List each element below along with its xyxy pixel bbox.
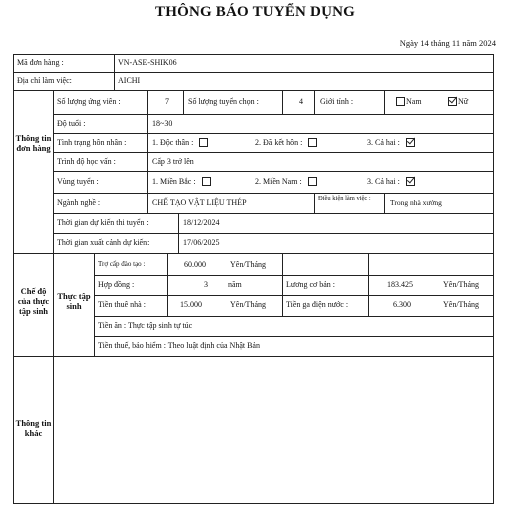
male-label: Nam <box>406 97 422 106</box>
salary-unit: Yên/Tháng <box>443 280 479 289</box>
gender-male-option[interactable] <box>396 97 422 107</box>
hires-value: 4 <box>299 97 303 106</box>
rent-value: 15.000 <box>180 300 202 309</box>
region-north-option[interactable] <box>152 177 211 187</box>
work-condition-label: Điều kiện làm việc : <box>318 195 371 202</box>
other-info-area[interactable] <box>54 357 493 503</box>
utilities-label: Tiền ga điện nước : <box>286 300 349 309</box>
marital-married-option[interactable] <box>255 138 317 148</box>
region-both-label: 3. Cả hai : <box>367 177 400 186</box>
salary-label: Lương cơ bản : <box>286 280 336 289</box>
workplace-value: AICHI <box>118 76 141 85</box>
work-condition-value: Trong nhà xưởng <box>390 198 442 207</box>
food-note: Tiền ăn : Thực tập sinh tự túc <box>98 321 193 330</box>
hires-label: Số lượng tuyển chọn : <box>188 97 259 106</box>
region-both-option[interactable] <box>367 177 415 187</box>
marital-label: Tình trạng hôn nhân : <box>57 138 127 147</box>
marital-single-option[interactable] <box>152 138 208 148</box>
exam-label: Thời gian dự kiến thi tuyển : <box>57 218 149 227</box>
north-checkbox[interactable] <box>202 177 211 186</box>
allowance-value: 60.000 <box>184 260 206 269</box>
female-checkbox[interactable] <box>448 97 457 106</box>
depart-label: Thời gian xuất cảnh dự kiến: <box>57 238 150 247</box>
region-north-label: 1. Miền Bắc : <box>152 177 196 186</box>
utilities-value: 6.300 <box>393 300 411 309</box>
utilities-unit: Yên/Tháng <box>443 300 479 309</box>
region-both-checkbox[interactable] <box>406 177 415 186</box>
tax-note: Tiền thuế, bảo hiểm : Theo luật định của Nhật Bản <box>98 341 260 350</box>
marital-both-label: 3. Cả hai : <box>367 138 400 147</box>
section-order-info: Thông tin đơn hàng <box>15 133 52 153</box>
applicants-label: Số lượng ứng viên : <box>57 97 121 106</box>
contract-label: Hợp đồng : <box>98 280 135 289</box>
job-label: Ngành nghề : <box>57 198 101 207</box>
region-south-option[interactable] <box>255 177 317 187</box>
gender-female-option[interactable] <box>448 97 468 107</box>
marital-both-option[interactable] <box>367 138 415 148</box>
rent-label: Tiền thuê nhà : <box>98 300 146 309</box>
applicants-value: 7 <box>165 97 169 106</box>
single-checkbox[interactable] <box>199 138 208 147</box>
order-code-value: VN-ASE-SHIK06 <box>118 58 177 67</box>
south-checkbox[interactable] <box>308 177 317 186</box>
salary-value: 183.425 <box>387 280 413 289</box>
subsection-trainee: Thực tập sinh <box>57 291 91 311</box>
marital-single-label: 1. Độc thân : <box>152 138 194 147</box>
rent-unit: Yên/Tháng <box>230 300 266 309</box>
exam-date: 18/12/2024 <box>183 218 220 227</box>
region-label: Vùng tuyển : <box>57 177 99 186</box>
education-value: Cấp 3 trở lên <box>152 157 194 166</box>
marital-married-label: 2. Đã kết hôn : <box>255 138 303 147</box>
age-label: Độ tuổi : <box>57 119 86 128</box>
male-checkbox[interactable] <box>396 97 405 106</box>
both-checkbox[interactable] <box>406 138 415 147</box>
job-value: CHẾ TẠO VẬT LIỆU THÉP <box>152 198 247 207</box>
allowance-label: Trợ cấp đào tạo : <box>98 260 146 268</box>
depart-date: 17/06/2025 <box>183 238 220 247</box>
female-label: Nữ <box>458 97 469 106</box>
contract-unit: năm <box>228 280 242 289</box>
notice-date: Ngày 14 tháng 11 năm 2024 <box>399 38 496 48</box>
contract-value: 3 <box>204 280 208 289</box>
order-code-label: Mã đơn hàng : <box>17 58 64 67</box>
section-other-info: Thông tin khác <box>15 418 52 438</box>
allowance-unit: Yên/Tháng <box>230 260 266 269</box>
married-checkbox[interactable] <box>308 138 317 147</box>
region-south-label: 2. Miền Nam : <box>255 177 302 186</box>
age-value: 18~30 <box>152 119 173 128</box>
page-title: THÔNG BÁO TUYỂN DỤNG <box>155 4 355 20</box>
education-label: Trình độ học vấn : <box>57 157 116 166</box>
section-trainee-regime: Chế độ của thực tập sinh <box>17 286 50 316</box>
workplace-label: Địa chỉ làm việc: <box>17 76 72 85</box>
gender-label: Giới tính : <box>320 97 354 106</box>
